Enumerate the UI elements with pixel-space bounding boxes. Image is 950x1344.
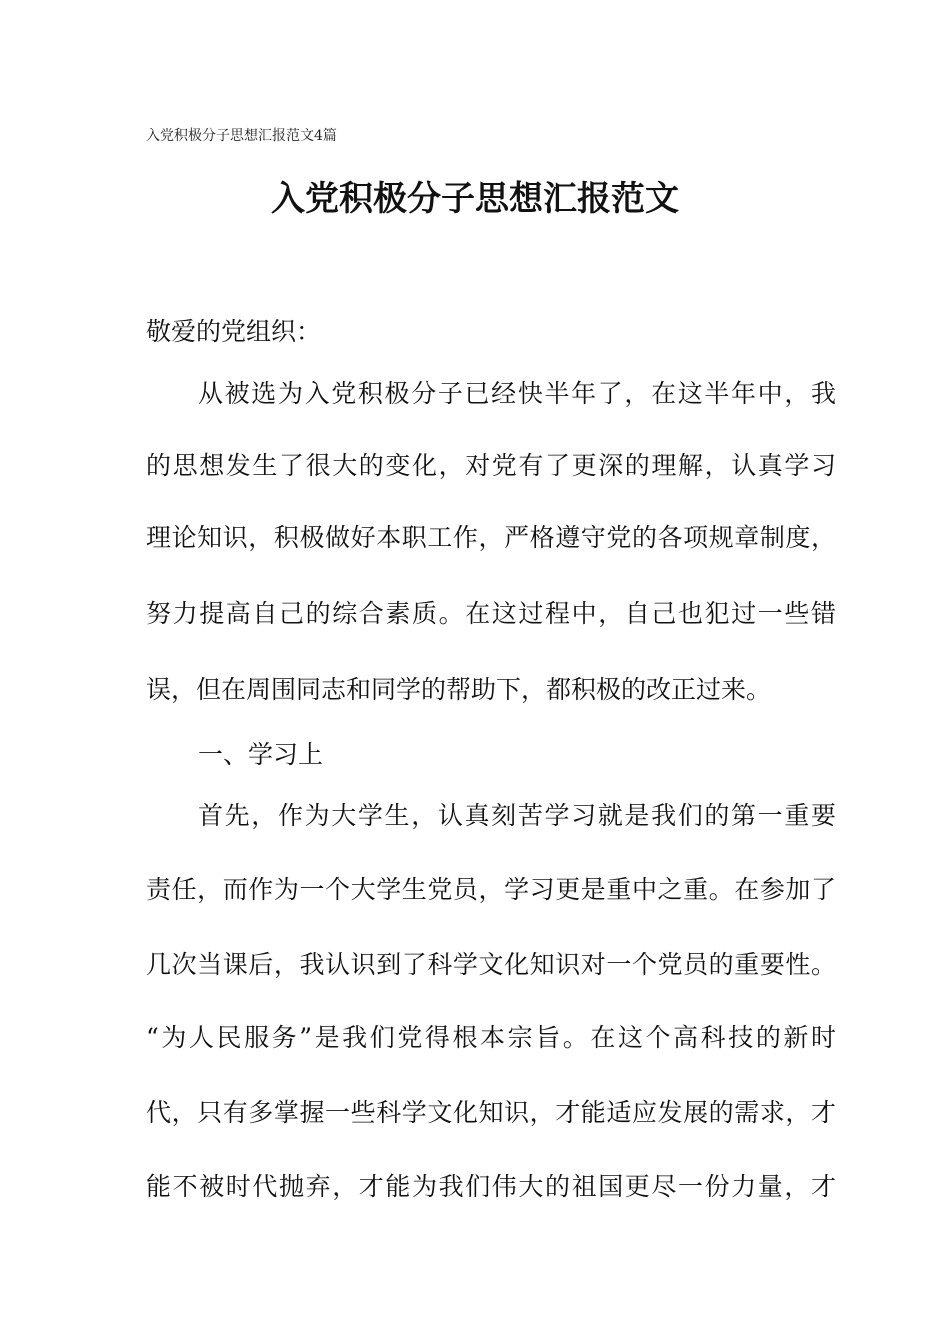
- body-line: 首先，作为大学生，认真刻苦学习就是我们的第一重要: [198, 801, 836, 830]
- body-line: 几次当课后，我认识到了科学文化知识对一个党员的重要性。: [146, 950, 836, 979]
- document-title: 入党积极分子思想汇报范文: [271, 179, 679, 219]
- salutation: 敬爱的党组织：: [146, 317, 322, 346]
- section-heading: 一、学习上: [198, 740, 324, 769]
- body-line: 责任，而作为一个大学生党员，学习更是重中之重。在参加了: [146, 875, 836, 904]
- body-line: “为人民服务”是我们党得根本宗旨。在这个高科技的新时: [146, 1023, 836, 1052]
- body-line: 误，但在周围同志和同学的帮助下，都积极的改正过来。: [146, 675, 772, 704]
- body-line: 理论知识，积极做好本职工作，严格遵守党的各项规章制度，: [146, 523, 836, 552]
- body-line: 努力提高自己的综合素质。在这过程中，自己也犯过一些错: [146, 599, 836, 628]
- body-line: 代，只有多掌握一些科学文化知识，才能适应发展的需求，才: [146, 1098, 836, 1127]
- document-header: 入党积极分子思想汇报范文4篇: [146, 128, 337, 144]
- body-line: 的思想发生了很大的变化，对党有了更深的理解，认真学习: [146, 451, 836, 480]
- body-line: 能不被时代抛弃，才能为我们伟大的祖国更尽一份力量，才: [146, 1172, 836, 1201]
- body-line: 从被选为入党积极分子已经快半年了，在这半年中，我: [198, 379, 836, 408]
